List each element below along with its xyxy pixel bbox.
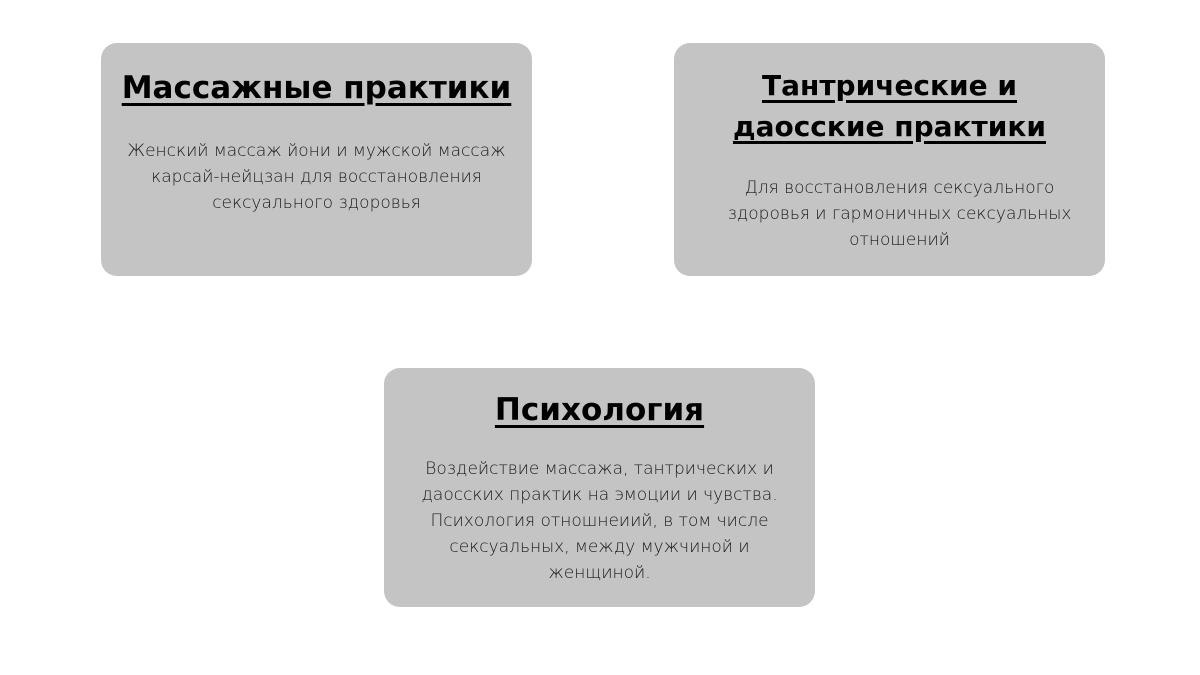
card-massage-practices: [101, 43, 532, 276]
card-title: Тантрические и даосские практики: [732, 69, 1047, 143]
card-description: Женский массаж йони и мужской массаж карсай-нейцзан для восстановления сексуального здоровья: [127, 141, 506, 213]
card-title: Массажные практики: [121, 70, 512, 106]
card-description: Для восстановления сексуального здоровья и гармоничных сексуальных отношений: [727, 178, 1072, 250]
card-title: Психология: [494, 392, 705, 428]
card-psychology: [384, 368, 815, 607]
card-tantric-taoist-practices: [674, 43, 1105, 276]
card-description: Воздействие массажа, тантрических и даосских практик на эмоции и чувства. Психология отношнеиий, в том числе сексуальных, между мужчиной и женщиной.: [421, 459, 778, 583]
